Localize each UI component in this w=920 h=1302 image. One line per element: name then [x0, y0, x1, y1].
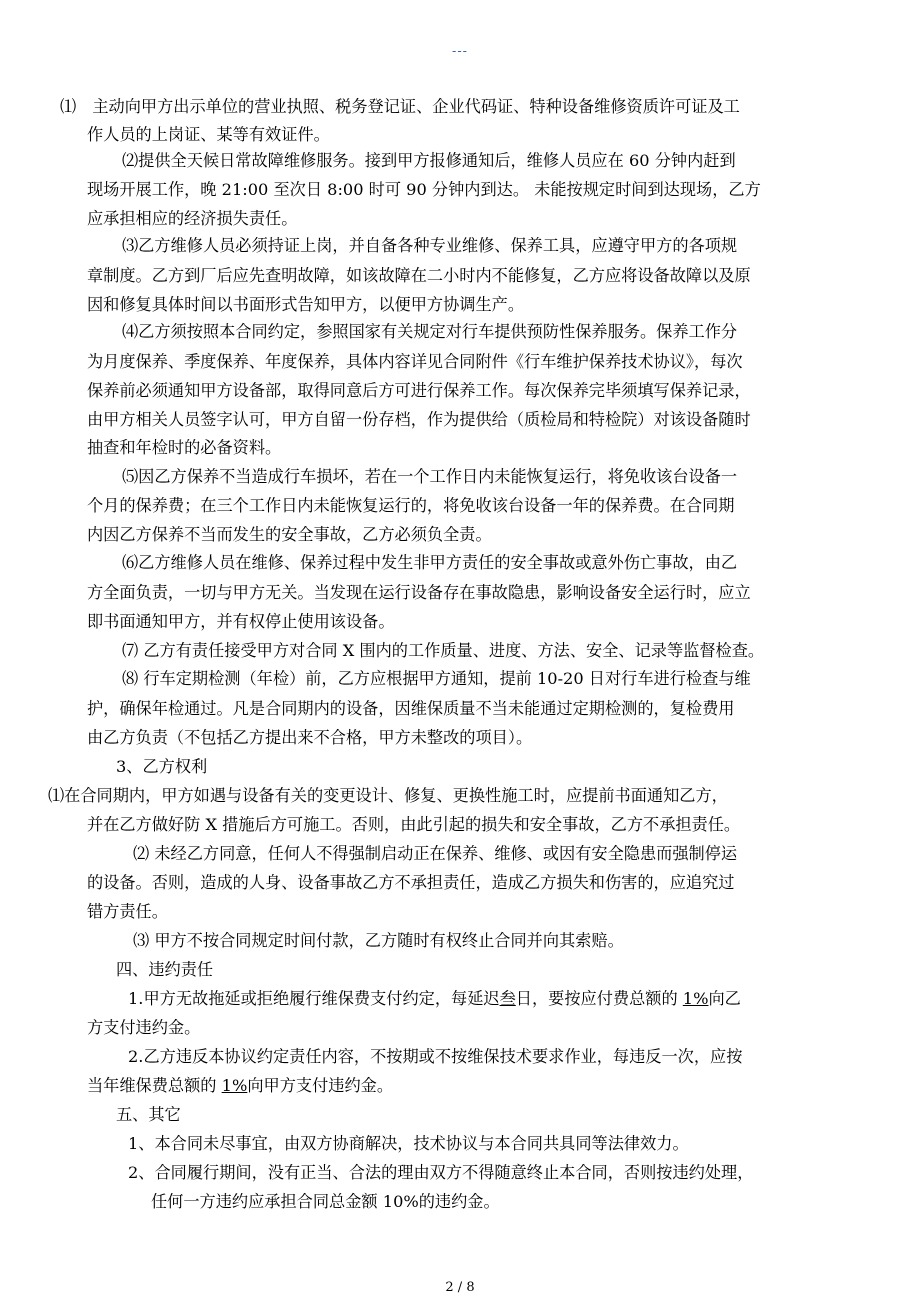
text-line: ⑶ 甲方不按合同规定时间付款，乙方随时有权终止合同并向其索赔。	[133, 931, 624, 950]
text-line: 方支付违约金。	[87, 1018, 201, 1037]
text-line: 护，确保年检通过。凡是合同期内的设备，因维保质量不当未能通过定期检测的，复检费用	[87, 699, 735, 718]
text-segment: 1.甲方无故拖延或拒绝履行维保费支付约定，每延迟	[128, 989, 500, 1008]
text-segment: 向甲方支付违约金。	[247, 1076, 394, 1095]
text-line: 应承担相应的经济损失责任。	[87, 209, 298, 228]
text-line: 抽查和年检时的必备资料。	[87, 438, 282, 457]
text-line	[87, 1076, 393, 1096]
text-line: 章制度。乙方到厂后应先查明故障，如该故障在二小时内不能修复，乙方应将设备故障以及原	[87, 266, 751, 285]
text-line: ⑴在合同期内，甲方如遇与设备有关的变更设计、修复、更换性施工时，应提前书面通知乙方，	[48, 786, 728, 805]
text-line: 保养前必须通知甲方设备部，取得同意后方可进行保养工作。每次保养完毕须填写保养记录，	[87, 381, 751, 400]
text-line: 的设备。否则，造成的人身、设备事故乙方不承担责任，造成乙方损失和伤害的，应追究过	[87, 873, 735, 892]
text-line: 错方责任。	[87, 902, 168, 921]
underlined-text: 1%	[221, 1076, 248, 1095]
text-line: 个月的保养费；在三个工作日内未能恢复运行的，将免收该台设备一年的保养费。在合同期	[87, 496, 735, 515]
text-line: ⑸因乙方保养不当造成行车损坏，若在一个工作日内未能恢复运行，将免收该台设备一	[122, 467, 738, 486]
text-line: ⑴ 主动向甲方出示单位的营业执照、税务登记证、企业代码证、特种设备维修资质许可证及工	[60, 97, 740, 116]
page-header-mark: ---	[452, 44, 468, 58]
text-line: ⑵提供全天候日常故障维修服务。接到甲方报修通知后，维修人员应在 60 分钟内赶到	[122, 151, 736, 170]
text-line: 作人员的上岗证、某等有效证件。	[87, 125, 330, 144]
text-line: 并在乙方做好防 X 措施后方可施工。否则，由此引起的损失和安全事故，乙方不承担责任。	[87, 815, 741, 834]
text-line: 现场开展工作，晚 21:00 至次日 8:00 时可 90 分钟内到达。 未能按规定时间到达现场，乙方	[87, 180, 761, 199]
text-line: ⑵ 未经乙方同意，任何人不得强制启动正在保养、维修、或因有安全隐患而强制停运	[133, 844, 738, 863]
text-line: 内因乙方保养不当而发生的安全事故，乙方必须负全责。	[87, 525, 492, 544]
text-segment: 当年维保费总额的	[87, 1076, 222, 1095]
text-line: 即书面通知甲方，并有权停止使用该设备。	[87, 612, 395, 631]
text-line: 2、合同履行期间，没有正当、合法的理由双方不得随意终止本合同，否则按违约处理，	[128, 1163, 754, 1182]
section-heading: 3、乙方权利	[116, 757, 208, 776]
text-line: 因和修复具体时间以书面形式告知甲方，以便甲方协调生产。	[87, 295, 525, 314]
text-line: ⑹乙方维修人员在维修、保养过程中发生非甲方责任的安全事故或意外伤亡事故，由乙	[122, 553, 738, 572]
underlined-text: 1%	[682, 989, 709, 1008]
text-line: ⑶乙方维修人员必须持证上岗，并自备各种专业维修、保养工具，应遵守甲方的各项规	[122, 236, 738, 255]
text-line: 任何一方违约应承担合同总金额 10%的违约金。	[151, 1192, 500, 1211]
text-line	[128, 989, 741, 1009]
text-line: 方全面负责，一切与甲方无关。当发现在运行设备存在事故隐患，影响设备安全运行时，应立	[87, 583, 751, 602]
text-line: ⑻ 行车定期检测（年检）前，乙方应根据甲方通知，提前 10-20 日对行车进行检查与维	[122, 669, 751, 688]
underlined-text: 叁	[499, 989, 516, 1008]
section-heading: 五、其它	[116, 1105, 181, 1124]
text-line: 由乙方负责（不包括乙方提出来不合格，甲方未整改的项目）。	[87, 728, 533, 747]
page-number: 2 / 8	[445, 1280, 475, 1295]
text-line: 为月度保养、季度保养、年度保养，具体内容详见合同附件《行车维护保养技术协议》，每次	[87, 352, 743, 371]
section-heading: 四、违约责任	[116, 960, 214, 979]
text-line: ⑷乙方须按照本合同约定，参照国家有关规定对行车提供预防性保养服务。保养工作分	[122, 322, 738, 341]
text-line: 2.乙方违反本协议约定责任内容，不按期或不按维保技术要求作业，每违反一次，应按	[128, 1047, 743, 1066]
text-line: 1、本合同未尽事宜，由双方协商解决，技术协议与本合同共具同等法律效力。	[128, 1134, 689, 1153]
text-line: ⑺ 乙方有责任接受甲方对合同 X 围内的工作质量、进度、方法、安全、记录等监督检查。	[122, 641, 765, 660]
text-segment: 向乙	[708, 989, 741, 1008]
text-line: 由甲方相关人员签字认可，甲方自留一份存档，作为提供给（质检局和特检院）对该设备随时	[87, 410, 751, 429]
text-segment: 日，要按应付费总额的	[515, 989, 683, 1008]
